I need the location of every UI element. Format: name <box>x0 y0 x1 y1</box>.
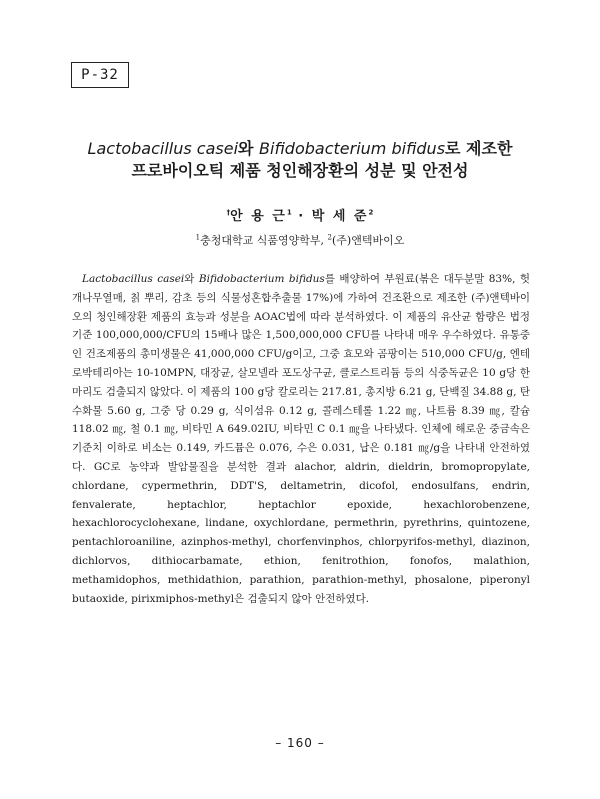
author-1-affil-mark: 1 <box>286 208 292 217</box>
affil-1-mark: 1 <box>195 233 201 242</box>
author-list <box>60 205 540 224</box>
abstract-body <box>72 270 530 608</box>
abstract-species-1: Lactobacillus casei <box>82 273 185 285</box>
affil-2: (주)앤텍바이오 <box>331 234 405 247</box>
poster-id-box <box>71 62 129 88</box>
author-1: 안 용 근 <box>230 209 287 224</box>
title-line-1 <box>60 138 540 160</box>
author-2: 박 세 준 <box>311 209 369 224</box>
title-species-1: Lactobacillus casei <box>87 139 239 158</box>
presenter-mark: † <box>226 208 231 217</box>
affiliations <box>60 232 540 248</box>
title-line-2: 프로바이오틱 제품 청인해장환의 성분 및 안전성 <box>131 161 469 180</box>
abstract-text: 를 배양하여 부원료(볶은 대두분말 83%, 헛개나무열매, 칡 뿌리, 감초 등의 식물성혼합추출물 17%)에 가하여 건조환으로 제조한 (주)앤텍바이오의 청인해장환 제품의 효능과 성분을 AOAC법에 따라 분석하였다. 이 제품의 유산균 함량은 법정 기준 100,000,000/CFU의 15배나 많은 1,500,000,000 CFU를 나타내 매우 우수하였다. 유통중인 건조제품의 총미생물은 41,000,000 CFU/g이고, 그중 효모와 곰팡이는 510,000 CFU/g, 엔테로박테리아는 10-10MPN, 대장균, 살모넬라 포도상구균, 클로스트리듐 등의 식중독균은 10 g당 한 마리도 검출되지 않았다. 이 제품의 100 g당 칼로리는 217.81, 총지방 6.21 g, 단백질 34.88 g, 탄수화물 5.60 g, 그중 당 0.29 g, 식이섬유 0.12 g, 콜레스테롤 1.22 ㎎, 나트륨 8.39 ㎎, 칼슘 118.02 ㎎, 철 0.1 ㎎, 비타민 A 649.02IU, 비타민 C 0.1 ㎎을 나타냈다. 인체에 해로운 중금속은 기준치 이하로 비소는 0.149, 카드뮴은 0.076, 수은 0.031, 납은 0.181 ㎎/g을 나타내 안전하였다. GC로 농약과 발암물질을 분석한 결과 alachor, aldrin, dieldrin, bromopropylate, chlordane, cypermethrin, DDT'S, deltametrin, dicofol, endosulfans, endrin, fenvalerate, heptachlor, heptachlor epoxide, hexachlorobenzene, hexachlorocyclohexane, lindane, oxychlordane, permethrin, pyrethrins, quintozene, pentachloroaniline, azinphos-methyl, chorfenvinphos, chlorpyrifos-methyl, diazinon, dichlorvos, dithiocarbamate, ethion, fenitrothion, fonofos, malathion, methamidophos, methidathion, parathion, parathion-methyl, phosalone, piperonyl butaoxide, pirixmiphos-methyl은 검출되지 않아 안전하였다. <box>72 273 530 605</box>
poster-id: P-32 <box>81 67 119 83</box>
title-connector-1: 와 <box>238 139 260 158</box>
title-connector-2: 로 제조한 <box>445 139 513 158</box>
title-species-2: Bifidobacterium bifidus <box>259 139 446 158</box>
abstract-species-2: Bifidobacterium bifidus <box>198 273 325 285</box>
affil-1: 충청대학교 식품영양학부, <box>200 234 328 247</box>
abstract-connector: 와 <box>184 273 199 285</box>
affil-2-mark: 2 <box>327 233 332 242</box>
page-number: – 160 – <box>275 736 325 750</box>
author-separator: · <box>291 209 312 224</box>
author-2-affil-mark: 2 <box>368 208 374 217</box>
